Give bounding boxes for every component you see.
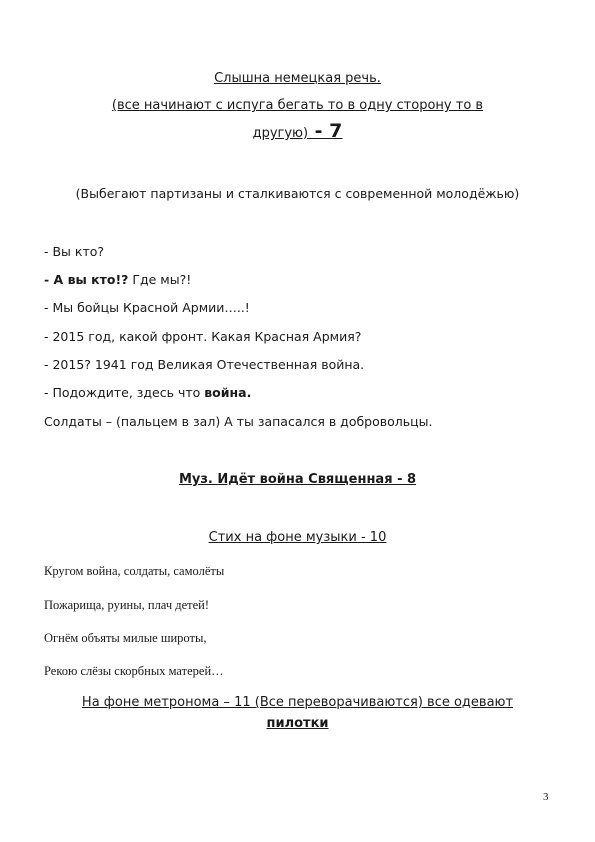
dialogue-bold-text: - А вы кто!? <box>44 272 129 287</box>
music-heading: Муз. Идёт война Священная - 8 <box>178 472 417 487</box>
poem-line: Огнём объяты милые широты, <box>44 631 207 645</box>
heading-line-3 <box>0 120 595 142</box>
dialogue-line <box>44 272 191 287</box>
dialogue-line: - 2015? 1941 год Великая Отечественная война. <box>44 357 365 372</box>
heading-scene-number: - 7 <box>308 120 343 142</box>
dialogue-line: - 2015 год, какой фронт. Какая Красная Армия? <box>44 329 362 344</box>
poem-heading: Стих на фоне музыки - 10 <box>208 530 387 545</box>
metronome-line-1: На фоне метронома – 11 (Все переворачиваются) все одевают <box>81 695 514 710</box>
heading-line-2: (все начинают с испуга бегать то в одну сторону то в <box>111 98 484 113</box>
poem-line: Рекою слёзы скорбных матерей… <box>44 664 224 678</box>
metronome-line-2: пилотки <box>266 716 329 731</box>
heading-line-3-text: другую) <box>252 126 309 141</box>
heading-line-1: Слышна немецкая речь. <box>214 71 381 86</box>
dialogue-bold-text: война. <box>204 385 252 400</box>
dialogue-text: - Подождите, здесь что <box>44 385 205 400</box>
dialogue-line: Солдаты – (пальцем в зал) А ты запасался в добровольцы. <box>44 414 433 429</box>
dialogue-text: Где мы?! <box>128 272 192 287</box>
dialogue-line <box>44 385 251 400</box>
poem-line: Кругом война, солдаты, самолёты <box>44 564 225 578</box>
dialogue-line: - Мы бойцы Красной Армии…..! <box>44 300 250 315</box>
stage-direction: (Выбегают партизаны и сталкиваются с современной молодёжью) <box>75 186 520 201</box>
page-number: 3 <box>543 791 549 803</box>
poem-line: Пожарища, руины, плач детей! <box>44 598 210 612</box>
dialogue-line: - Вы кто? <box>44 244 105 259</box>
